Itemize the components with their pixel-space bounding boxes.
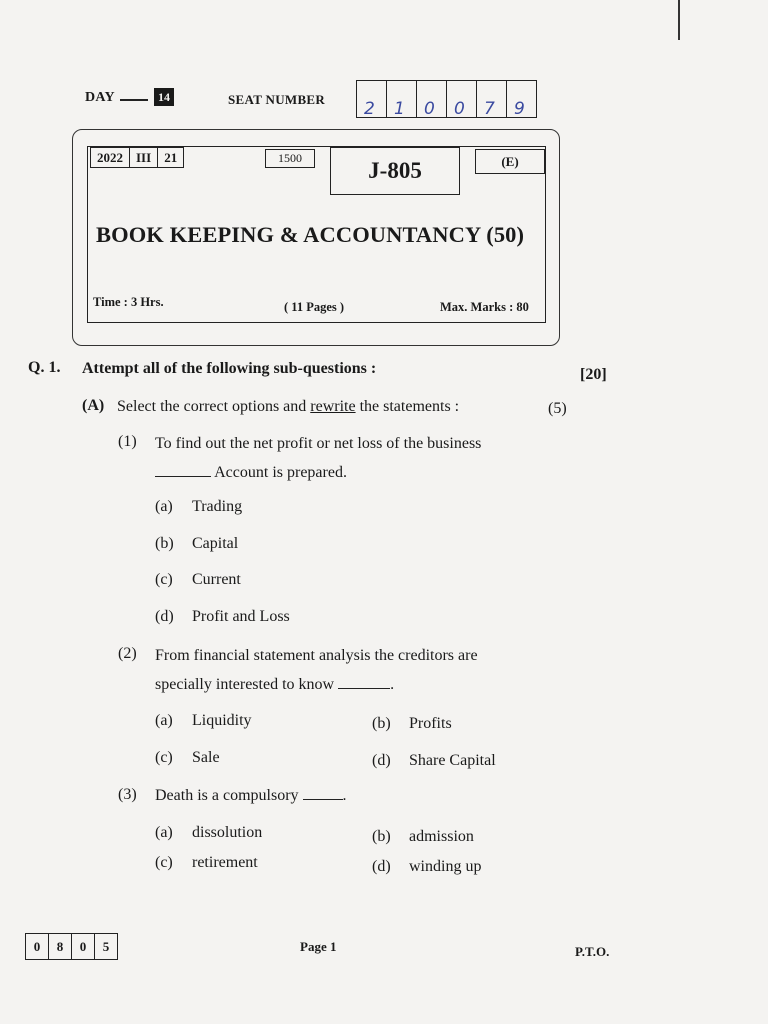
item-number: (2)	[118, 645, 137, 662]
item-number: (1)	[118, 433, 137, 450]
answer-blank	[338, 676, 390, 689]
language-code: (E)	[475, 149, 545, 174]
option-label: (b)	[155, 535, 174, 552]
option-label: (a)	[155, 824, 173, 841]
footer-digit: 0	[26, 934, 49, 959]
seat-digit: 0	[447, 81, 477, 117]
footer-digit: 8	[49, 934, 72, 959]
footer-digit: 5	[102, 939, 110, 954]
option-label: (b)	[372, 828, 391, 845]
day-rule	[120, 99, 148, 101]
seat-digit: 2	[357, 81, 387, 117]
code-number: 21	[164, 150, 178, 165]
option-text: Liquidity	[192, 712, 252, 729]
paper-code: J-805	[330, 147, 460, 195]
item-text: To find out the net profit or net loss of the business	[155, 435, 482, 452]
page-number: Page 1	[300, 939, 337, 954]
paper-code-boxes	[90, 147, 184, 168]
answer-blank	[155, 464, 211, 477]
seat-digit: 1	[387, 81, 417, 117]
option-label: (b)	[372, 715, 391, 732]
option-label: (c)	[155, 571, 173, 588]
item-text: Death is a compulsory .	[155, 787, 347, 804]
option-text: Profit and Loss	[192, 608, 290, 625]
option-text: Trading	[192, 498, 243, 515]
option-text: dissolution	[192, 824, 263, 841]
item-number: (3)	[118, 786, 137, 803]
page-count: ( 11 Pages )	[284, 300, 345, 314]
seat-digit: 9	[514, 99, 525, 119]
day-number: 14	[154, 88, 174, 106]
question-title: Attempt all of the following sub-questions :	[82, 360, 377, 377]
option-text: Sale	[192, 749, 220, 766]
paper-count: 1500	[265, 149, 315, 168]
option-label: (a)	[155, 498, 173, 515]
footer-code-boxes	[25, 933, 118, 960]
subject-title: BOOK KEEPING & ACCOUNTANCY (50)	[96, 222, 525, 247]
option-text: Profits	[409, 715, 452, 732]
answer-blank	[303, 787, 343, 800]
item-text-continued: Account is prepared.	[155, 464, 347, 482]
seat-digit: 7	[477, 81, 507, 117]
footer-digit: 0	[72, 934, 95, 959]
option-label: (d)	[155, 608, 174, 625]
option-text: winding up	[409, 858, 482, 875]
question-marks: [20]	[580, 366, 607, 383]
code-roman: III	[130, 148, 158, 167]
item-text-continued: specially interested to know .	[155, 676, 395, 693]
option-label: (c)	[155, 749, 173, 766]
time-allowed: Time : 3 Hrs.	[93, 295, 164, 309]
option-text: retirement	[192, 854, 258, 871]
option-label: (a)	[155, 712, 173, 729]
edge-mark	[678, 0, 680, 40]
seat-number-label: SEAT NUMBER	[228, 92, 326, 107]
option-text: Current	[192, 571, 241, 588]
item-text: From financial statement analysis the creditors are	[155, 647, 478, 664]
option-text: Share Capital	[409, 752, 496, 769]
seat-number-boxes	[356, 80, 537, 118]
day-label: DAY	[85, 90, 115, 105]
seat-digit: 0	[417, 81, 447, 117]
please-turn-over: P.T.O.	[575, 944, 610, 959]
subquestion-label: (A)	[82, 397, 105, 414]
question-number: Q. 1.	[28, 359, 61, 376]
code-year: 2022	[91, 148, 130, 167]
subquestion-instruction: Select the correct options and rewrite the statements :	[117, 398, 460, 415]
option-label: (d)	[372, 858, 391, 875]
option-label: (d)	[372, 752, 391, 769]
subquestion-marks: (5)	[548, 400, 567, 417]
option-text: admission	[409, 828, 474, 845]
option-label: (c)	[155, 854, 173, 871]
max-marks: Max. Marks : 80	[440, 300, 529, 314]
option-text: Capital	[192, 535, 239, 552]
